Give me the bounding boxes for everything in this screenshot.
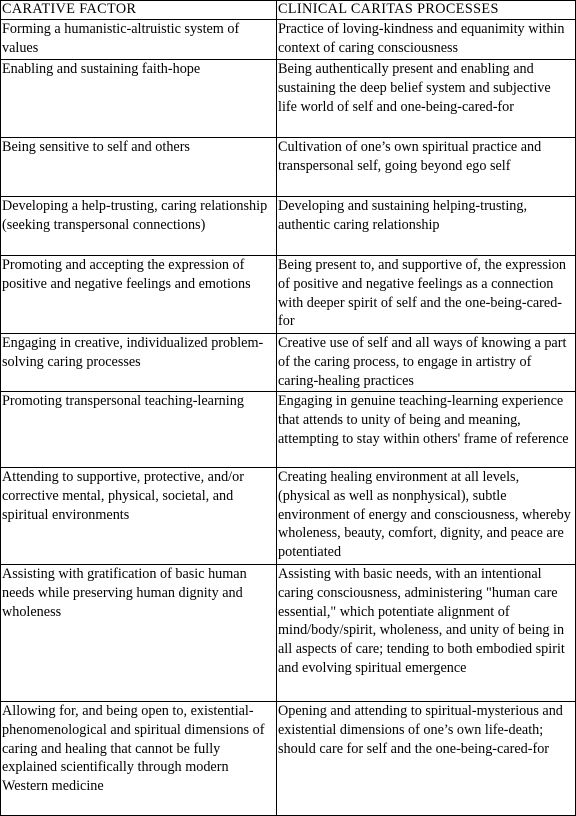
carative-factor-cell: Allowing for, and being open to, existential- phenomenological and spiritual dimensions of caring and healing that cannot be fully explained scientifically through modern Western medicine [1, 702, 277, 816]
header-row [1, 1, 576, 20]
carative-factor-cell: Being sensitive to self and others [1, 138, 277, 197]
carative-factor-cell: Enabling and sustaining faith-hope [1, 60, 277, 138]
carative-factor-cell: Attending to supportive, protective, and/or corrective mental, physical, societal, and spiritual environments [1, 468, 277, 565]
caritas-process-cell: Assisting with basic needs, with an intentional caring consciousness, administering "human care essential," which potentiate alignment of mind/body/spirit, wholeness, and unity of being in all aspects of care; tending to both embodied spirit and evolving spiritual emergence [277, 565, 576, 702]
table-row [1, 565, 576, 702]
carative-factor-cell: Engaging in creative, individualized problem-solving caring processes [1, 334, 277, 392]
table-row [1, 256, 576, 334]
carative-factor-cell: Promoting transpersonal teaching-learning [1, 392, 277, 468]
caritas-process-cell: Creating healing environment at all levels, (physical as well as nonphysical), subtle environment of energy and consciousness, whereby wholeness, beauty, comfort, dignity, and peace are potentiated [277, 468, 576, 565]
caritas-process-cell: Creative use of self and all ways of knowing a part of the caring process, to engage in artistry of caring-healing practices [277, 334, 576, 392]
caritas-process-cell: Practice of loving-kindness and equanimity within context of caring consciousness [277, 20, 576, 60]
table-row [1, 702, 576, 816]
table-row [1, 20, 576, 60]
header-clinical-caritas-processes: CLINICAL CARITAS PROCESSES [277, 1, 576, 20]
caritas-process-cell: Being authentically present and enabling and sustaining the deep belief system and subjective life world of self and one-being-cared-for [277, 60, 576, 138]
caritas-process-cell: Being present to, and supportive of, the expression of positive and negative feelings as a connection with deeper spirit of self and the one-being-cared-for [277, 256, 576, 334]
caritas-process-cell: Cultivation of one’s own spiritual practice and transpersonal self, going beyond ego self [277, 138, 576, 197]
carative-factor-cell: Developing a help-trusting, caring relationship (seeking transpersonal connections) [1, 197, 277, 256]
table-row [1, 468, 576, 565]
table-row [1, 334, 576, 392]
table-row [1, 197, 576, 256]
header-carative-factor: CARATIVE FACTOR [1, 1, 277, 20]
caritas-process-cell: Engaging in genuine teaching-learning experience that attends to unity of being and meaning, attempting to stay within others' frame of reference [277, 392, 576, 468]
table-row [1, 60, 576, 138]
caritas-process-cell: Opening and attending to spiritual-mysterious and existential dimensions of one’s own life-death; should care for self and the one-being-cared-for [277, 702, 576, 816]
table-row [1, 138, 576, 197]
carative-factor-cell: Forming a humanistic-altruistic system of values [1, 20, 277, 60]
carative-factor-cell: Assisting with gratification of basic human needs while preserving human dignity and wholeness [1, 565, 277, 702]
carative-factor-cell: Promoting and accepting the expression of positive and negative feelings and emotions [1, 256, 277, 334]
caritas-process-cell: Developing and sustaining helping-trusting, authentic caring relationship [277, 197, 576, 256]
table-row [1, 392, 576, 468]
